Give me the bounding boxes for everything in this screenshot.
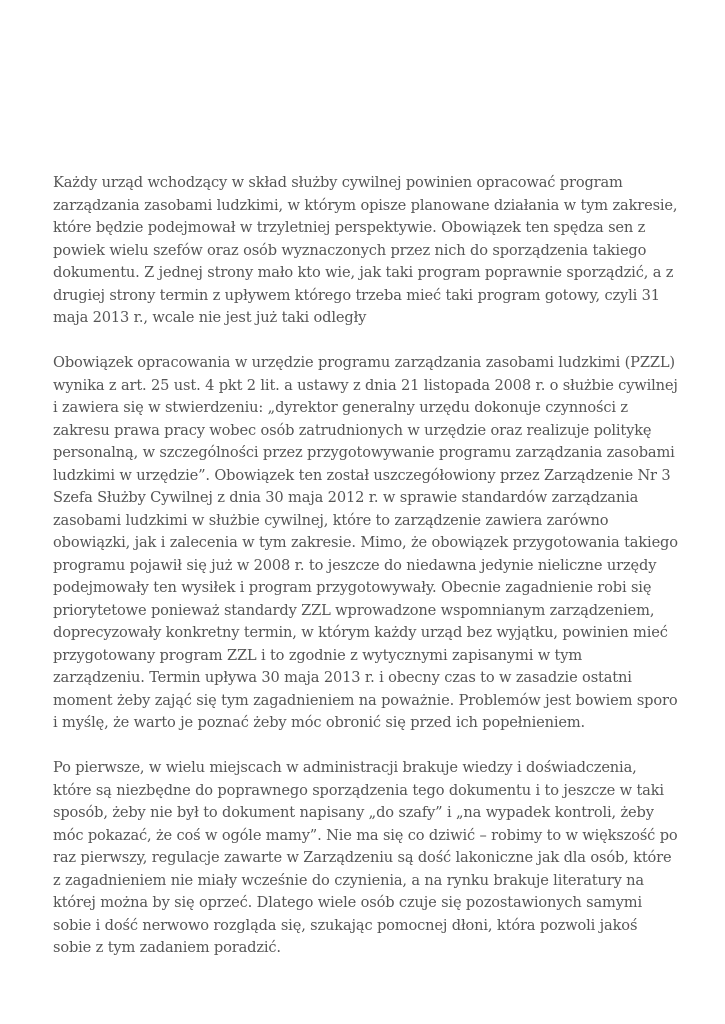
paragraph-problems: Po pierwsze, w wielu miejscach w administracji brakuje wiedzy i doświadczenia, które są niezbędne do poprawnego sporządzenia tego dokumentu i to jeszcze w taki sposób, żeby nie był to dokument napisany „do szafy” i „na wypadek kontroli, żeby móc pokazać, że coś w ogóle mamy”. Nie ma się co dziwić – robimy to w większość po raz pierwszy, regulacje zawarte w Zarządzeniu są dość lakoniczne jak dla osób, które z zagadnieniem nie miały wcześnie do czynienia, a na rynku brakuje literatury na której można by się oprzeć. Dlatego wiele osób czuje się pozostawionych samymi sobie i dość nerwowo rozgląda się, szukając pomocnej dłoni, która pozwoli jakoś sobie z tym zadaniem poradzić. — [53, 759, 678, 956]
paragraph-legal-basis: Obowiązek opracowania w urzędzie programu zarządzania zasobami ludzkimi (PZZL) wynika z art. 25 ust. 4 pkt 2 lit. a ustawy z dnia 21 listopada 2008 r. o służbie cywilnej i zawiera się w stwierdzeniu: „dyrektor generalny urzędu dokonuje czynności z zakresu prawa pracy wobec osób zatrudnionych w urzędzie oraz realizuje politykę personalną, w szczególności przez przygotowywanie programu zarządzania zasobami ludzkimi w urzędzie”. Obowiązek ten został uszczegółowiony przez Zarządzenie Nr 3 Szefa Służby Cywilnej z dnia 30 maja 2012 r. w sprawie standardów zarządzania zasobami ludzkimi w służbie cywilnej, które to zarządzenie zawiera zarówno obowiązki, jak i zalecenia w tym zakresie. Mimo, że obowiązek przygotowania takiego programu pojawił się już w 2008 r. to jeszcze do niedawna jedynie nieliczne urzędy podejmowały ten wysiłek i program przygotowywały. Obecnie zagadnienie robi się priorytetowe ponieważ standardy ZZL wprowadzone wspomnianym zarządzeniem, doprecyzowały konkretny termin, w którym każdy urząd bez wyjątku, powinien mieć przygotowany program ZZL i to zgodnie z wytycznymi zapisanymi w tym zarządzeniu. Termin upływa 30 maja 2013 r. i obecny czas to w zasadzie ostatni moment żeby zająć się tym zagadnieniem na poważnie. Problemów jest bowiem sporo i myślę, że warto je poznać żeby móc obronić się przed ich popełnieniem. — [53, 354, 678, 731]
document-body — [53, 172, 678, 982]
paragraph-intro: Każdy urząd wchodzący w skład służby cywilnej powinien opracować program zarządzania zasobami ludzkimi, w którym opisze planowane działania w tym zakresie, które będzie podejmował w trzyletniej perspektywie. Obowiązek ten spędza sen z powiek wielu szefów oraz osób wyznaczonych przez nich do sporządzenia takiego dokumentu. Z jednej strony mało kto wie, jak taki program poprawnie sporządzić, a z drugiej strony termin z upływem którego trzeba mieć taki program gotowy, czyli 31 maja 2013 r., wcale nie jest już taki odległy — [53, 174, 678, 326]
